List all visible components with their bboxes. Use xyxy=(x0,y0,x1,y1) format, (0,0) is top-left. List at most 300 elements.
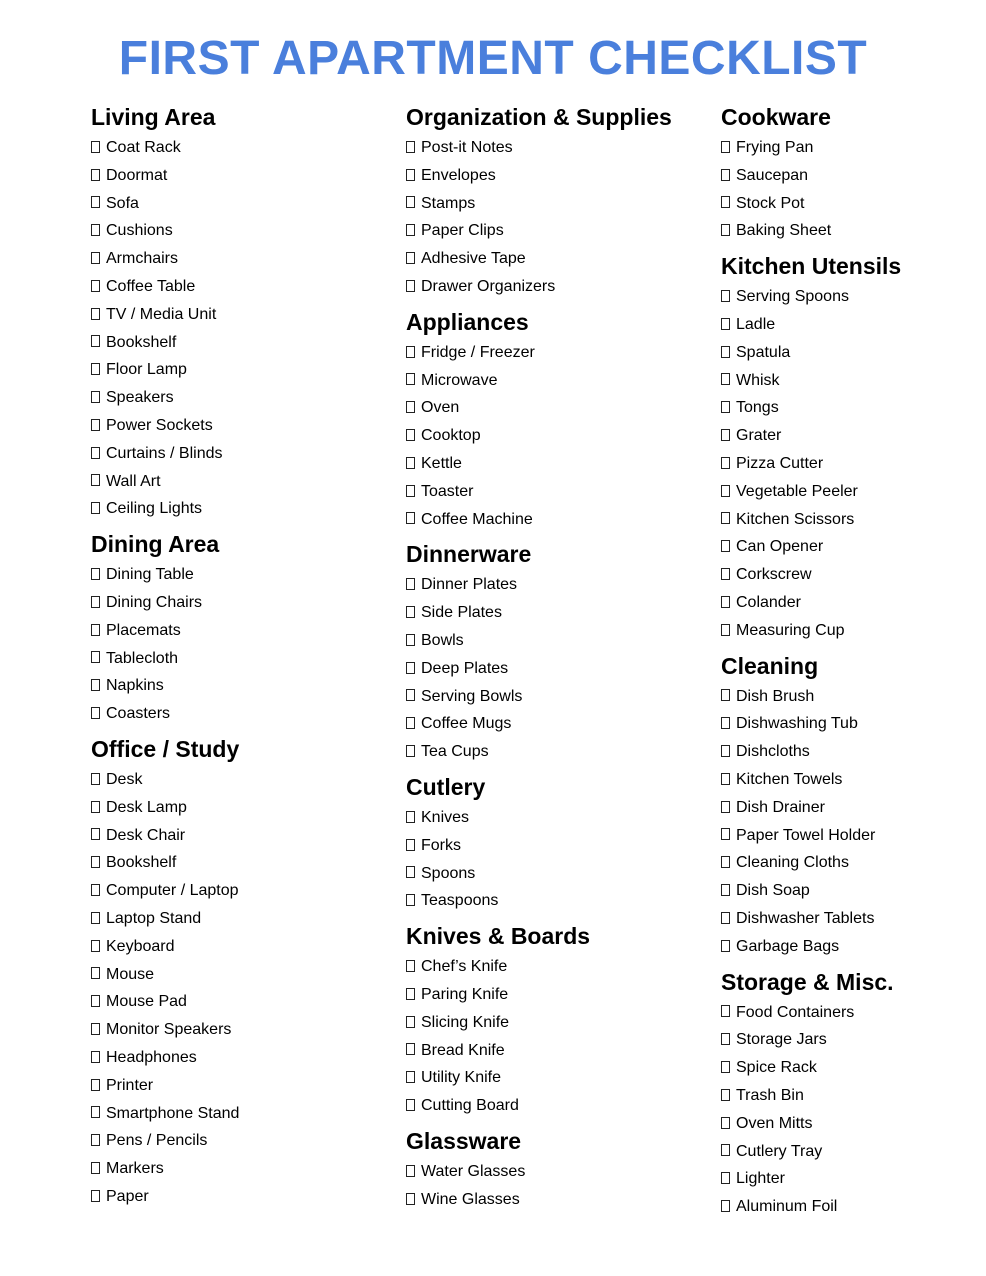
empty-checkbox-icon[interactable] xyxy=(91,967,100,979)
checklist-item-label: Measuring Cup xyxy=(736,621,845,639)
empty-checkbox-icon[interactable] xyxy=(721,717,730,729)
checklist-item-label: Microwave xyxy=(421,371,498,389)
checklist-item[interactable] xyxy=(91,794,391,822)
empty-checkbox-icon[interactable] xyxy=(721,912,730,924)
checklist-item-label: Floor Lamp xyxy=(106,361,187,379)
checklist-item[interactable] xyxy=(406,571,706,599)
checklist-item-label: Mouse Pad xyxy=(106,993,187,1011)
checklist-item-label: Coffee Mugs xyxy=(421,715,512,733)
empty-checkbox-icon[interactable] xyxy=(406,429,415,441)
checklist-item[interactable] xyxy=(91,495,391,523)
checklist-item-label: Slicing Knife xyxy=(421,1013,510,1031)
checklist-item-label: Pens / Pencils xyxy=(106,1132,208,1150)
checklist-section xyxy=(406,305,706,534)
checklist-item-label: Oven xyxy=(421,399,460,417)
empty-checkbox-icon[interactable] xyxy=(91,196,100,208)
checklist-item-label: Whisk xyxy=(736,371,780,389)
checklist-item-label: Monitor Speakers xyxy=(106,1021,232,1039)
empty-checkbox-icon[interactable] xyxy=(721,290,730,302)
checklist-item[interactable] xyxy=(721,1193,986,1221)
checklist-item[interactable] xyxy=(406,506,706,534)
checklist-item-label: Ceiling Lights xyxy=(106,500,203,518)
checklist-item[interactable] xyxy=(721,394,986,422)
empty-checkbox-icon[interactable] xyxy=(406,169,415,181)
checklist-item-label: Bookshelf xyxy=(106,854,177,872)
empty-checkbox-icon[interactable] xyxy=(721,1089,730,1101)
checklist-section xyxy=(721,100,986,245)
checklist-item[interactable] xyxy=(721,738,986,766)
section-heading: Cookware xyxy=(721,104,831,130)
empty-checkbox-icon[interactable] xyxy=(406,280,415,292)
empty-checkbox-icon[interactable] xyxy=(91,280,100,292)
empty-checkbox-icon[interactable] xyxy=(721,596,730,608)
checklist-item[interactable] xyxy=(91,933,391,961)
checklist-item[interactable] xyxy=(91,1183,391,1211)
empty-checkbox-icon[interactable] xyxy=(406,662,415,674)
empty-checkbox-icon[interactable] xyxy=(721,856,730,868)
column-2 xyxy=(406,100,706,1218)
checklist-item-label: Frying Pan xyxy=(736,139,814,156)
section-heading: Glassware xyxy=(406,1127,522,1154)
checklist-item-label: Corkscrew xyxy=(736,566,812,584)
empty-checkbox-icon[interactable] xyxy=(91,391,100,403)
checklist-item[interactable] xyxy=(721,933,986,961)
checklist-item[interactable] xyxy=(91,1127,391,1155)
checklist-item-label: Armchairs xyxy=(106,250,179,268)
empty-checkbox-icon[interactable] xyxy=(91,169,100,181)
checklist-item-label: Laptop Stand xyxy=(106,909,202,927)
section-heading: Kitchen Utensils xyxy=(721,253,902,280)
empty-checkbox-icon[interactable] xyxy=(721,801,730,813)
empty-checkbox-icon[interactable] xyxy=(406,578,415,590)
checklist-item[interactable] xyxy=(406,627,706,655)
empty-checkbox-icon[interactable] xyxy=(721,485,730,497)
checklist-item-label: Speakers xyxy=(106,389,174,407)
checklist-section xyxy=(721,649,986,961)
empty-checkbox-icon[interactable] xyxy=(406,1165,415,1177)
checklist-section xyxy=(406,770,706,915)
checklist-item-label: Spatula xyxy=(736,343,791,361)
checklist-item[interactable] xyxy=(91,961,391,989)
checklist-item[interactable] xyxy=(91,766,391,794)
checklist-item[interactable] xyxy=(721,311,986,339)
checklist-item[interactable] xyxy=(406,953,706,981)
checklist-item-label: Post-it Notes xyxy=(421,139,513,156)
checklist-item[interactable] xyxy=(721,450,986,478)
checklist-item[interactable] xyxy=(721,849,986,877)
checklist-item-label: Desk Chair xyxy=(106,826,186,844)
checklist-item-label: Paring Knife xyxy=(421,985,509,1003)
empty-checkbox-icon[interactable] xyxy=(91,773,100,785)
checklist-item[interactable] xyxy=(406,478,706,506)
checklist-item-label: Markers xyxy=(106,1160,164,1178)
empty-checkbox-icon[interactable] xyxy=(91,679,100,691)
checklist-item-label: Tongs xyxy=(736,399,779,417)
checklist-item[interactable] xyxy=(721,533,986,561)
checklist-item[interactable] xyxy=(406,339,706,367)
checklist-item[interactable] xyxy=(721,683,986,711)
checklist-item[interactable] xyxy=(721,1054,986,1082)
checklist-item-label: Doormat xyxy=(106,166,168,184)
section-heading: Office / Study xyxy=(91,735,240,762)
checklist-item-label: Lighter xyxy=(736,1170,785,1188)
checklist-item[interactable] xyxy=(721,905,986,933)
empty-checkbox-icon[interactable] xyxy=(406,1016,415,1028)
empty-checkbox-icon[interactable] xyxy=(91,912,100,924)
checklist-item[interactable] xyxy=(91,672,391,700)
empty-checkbox-icon[interactable] xyxy=(91,1079,100,1091)
empty-checkbox-icon[interactable] xyxy=(91,651,100,663)
empty-checkbox-icon[interactable] xyxy=(91,1023,100,1035)
checklist-item[interactable] xyxy=(91,988,391,1016)
checklist-item[interactable] xyxy=(91,589,391,617)
empty-checkbox-icon[interactable] xyxy=(721,512,730,524)
checklist-item[interactable] xyxy=(91,561,391,589)
checklist-item-label: Napkins xyxy=(106,677,164,695)
checklist-item[interactable] xyxy=(406,394,706,422)
empty-checkbox-icon[interactable] xyxy=(721,689,730,701)
checklist-item[interactable] xyxy=(91,134,391,162)
checklist-item[interactable] xyxy=(721,190,986,218)
checklist-item[interactable] xyxy=(721,589,986,617)
checklist-item[interactable] xyxy=(721,283,986,311)
checklist-item[interactable] xyxy=(406,655,706,683)
empty-checkbox-icon[interactable] xyxy=(91,1051,100,1063)
checklist-item[interactable] xyxy=(721,478,986,506)
checklist-item[interactable] xyxy=(721,506,986,534)
checklist-section xyxy=(721,249,986,644)
empty-checkbox-icon[interactable] xyxy=(91,447,100,459)
checklist-section xyxy=(406,919,706,1120)
checklist-item-label: Desk xyxy=(106,770,143,788)
empty-checkbox-icon[interactable] xyxy=(91,419,100,431)
checklist-item-label: Kitchen Scissors xyxy=(736,510,855,528)
checklist-item[interactable] xyxy=(91,162,391,190)
empty-checkbox-icon[interactable] xyxy=(721,884,730,896)
checklist-item-label: Vegetable Peeler xyxy=(736,482,858,500)
checklist-item[interactable] xyxy=(721,1110,986,1138)
checklist-item[interactable] xyxy=(91,1155,391,1183)
empty-checkbox-icon[interactable] xyxy=(406,224,415,236)
checklist-item-label: Chef’s Knife xyxy=(421,958,508,976)
empty-checkbox-icon[interactable] xyxy=(406,196,415,208)
empty-checkbox-icon[interactable] xyxy=(721,346,730,358)
checklist-item[interactable] xyxy=(721,822,986,850)
checklist-item[interactable] xyxy=(406,804,706,832)
checklist-item[interactable] xyxy=(91,273,391,301)
section-heading: Dining Area xyxy=(91,531,220,558)
checklist-item-label: Stock Pot xyxy=(736,194,805,212)
checklist-item[interactable] xyxy=(91,822,391,850)
checklist-item-label: Bowls xyxy=(421,631,464,649)
checklist-section xyxy=(406,537,706,766)
section-heading: Living Area xyxy=(91,104,216,130)
checklist-item[interactable] xyxy=(91,1044,391,1072)
empty-checkbox-icon[interactable] xyxy=(721,1117,730,1129)
empty-checkbox-icon[interactable] xyxy=(91,995,100,1007)
empty-checkbox-icon[interactable] xyxy=(721,773,730,785)
empty-checkbox-icon[interactable] xyxy=(91,224,100,236)
checklist-item-label: Bookshelf xyxy=(106,333,177,351)
empty-checkbox-icon[interactable] xyxy=(721,169,730,181)
checklist-item[interactable] xyxy=(91,190,391,218)
empty-checkbox-icon[interactable] xyxy=(406,717,415,729)
checklist-item[interactable] xyxy=(406,1009,706,1037)
empty-checkbox-icon[interactable] xyxy=(721,1200,730,1212)
checklist-item[interactable] xyxy=(721,1026,986,1054)
empty-checkbox-icon[interactable] xyxy=(91,856,100,868)
checklist-item[interactable] xyxy=(721,422,986,450)
empty-checkbox-icon[interactable] xyxy=(721,624,730,636)
checklist-item-label: Trash Bin xyxy=(736,1086,804,1104)
checklist-item[interactable] xyxy=(721,999,986,1027)
checklist-item[interactable] xyxy=(91,301,391,329)
section-heading: Appliances xyxy=(406,308,529,335)
checklist-item[interactable] xyxy=(406,860,706,888)
checklist-item[interactable] xyxy=(406,832,706,860)
checklist-item[interactable] xyxy=(91,1016,391,1044)
checklist-item[interactable] xyxy=(406,981,706,1009)
section-heading: Organization & Supplies xyxy=(406,104,672,130)
empty-checkbox-icon[interactable] xyxy=(406,745,415,757)
checklist-item-label: Adhesive Tape xyxy=(421,250,526,268)
empty-checkbox-icon[interactable] xyxy=(91,363,100,375)
empty-checkbox-icon[interactable] xyxy=(406,839,415,851)
empty-checkbox-icon[interactable] xyxy=(91,828,100,840)
empty-checkbox-icon[interactable] xyxy=(406,1043,415,1055)
checklist-section xyxy=(91,100,391,523)
empty-checkbox-icon[interactable] xyxy=(406,811,415,823)
checklist-section xyxy=(721,965,986,1221)
checklist-item[interactable] xyxy=(406,134,706,162)
checklist-item-label: Can Opener xyxy=(736,538,824,556)
empty-checkbox-icon[interactable] xyxy=(406,401,415,413)
checklist-item[interactable] xyxy=(91,1072,391,1100)
empty-checkbox-icon[interactable] xyxy=(406,252,415,264)
checklist-item-label: Paper xyxy=(106,1187,149,1205)
section-heading: Knives & Boards xyxy=(406,923,591,950)
checklist-item[interactable] xyxy=(91,329,391,357)
empty-checkbox-icon[interactable] xyxy=(91,335,100,347)
empty-checkbox-icon[interactable] xyxy=(721,1033,730,1045)
empty-checkbox-icon[interactable] xyxy=(406,1071,415,1083)
checklist-item-label: Sofa xyxy=(106,194,139,212)
checklist-item[interactable] xyxy=(406,1158,706,1186)
empty-checkbox-icon[interactable] xyxy=(406,1193,415,1205)
empty-checkbox-icon[interactable] xyxy=(91,1106,100,1118)
checklist-item[interactable] xyxy=(721,217,986,245)
empty-checkbox-icon[interactable] xyxy=(91,568,100,580)
empty-checkbox-icon[interactable] xyxy=(721,540,730,552)
checklist-item-label: Cleaning Cloths xyxy=(736,854,849,872)
checklist-item-label: Food Containers xyxy=(736,1003,855,1021)
checklist-item-label: Aluminum Foil xyxy=(736,1198,838,1216)
empty-checkbox-icon[interactable] xyxy=(406,689,415,701)
checklist-item[interactable] xyxy=(91,905,391,933)
checklist-item[interactable] xyxy=(91,440,391,468)
checklist-item[interactable] xyxy=(406,422,706,450)
checklist-item-label: Oven Mitts xyxy=(736,1114,813,1132)
checklist-item[interactable] xyxy=(406,190,706,218)
checklist-item-label: Power Sockets xyxy=(106,416,213,434)
empty-checkbox-icon[interactable] xyxy=(721,318,730,330)
checklist-item[interactable] xyxy=(406,1037,706,1065)
empty-checkbox-icon[interactable] xyxy=(721,196,730,208)
empty-checkbox-icon[interactable] xyxy=(91,940,100,952)
checklist-item-label: Dining Chairs xyxy=(106,593,203,611)
checklist-item[interactable] xyxy=(721,162,986,190)
checklist-item-label: Envelopes xyxy=(421,166,496,184)
checklist-item[interactable] xyxy=(406,245,706,273)
checklist-item-label: Fridge / Freezer xyxy=(421,343,535,361)
checklist-item-label: Headphones xyxy=(106,1048,197,1066)
checklist-item-label: Paper Clips xyxy=(421,222,504,240)
section-heading: Dinnerware xyxy=(406,541,532,568)
checklist-item-label: Baking Sheet xyxy=(736,222,832,240)
checklist-item[interactable] xyxy=(721,134,986,162)
checklist-item[interactable] xyxy=(406,683,706,711)
empty-checkbox-icon[interactable] xyxy=(406,346,415,358)
empty-checkbox-icon[interactable] xyxy=(91,1162,100,1174)
checklist-item[interactable] xyxy=(91,1100,391,1128)
checklist-item[interactable] xyxy=(91,645,391,673)
empty-checkbox-icon[interactable] xyxy=(406,866,415,878)
checklist-item[interactable] xyxy=(91,384,391,412)
empty-checkbox-icon[interactable] xyxy=(406,512,415,524)
checklist-item[interactable] xyxy=(91,217,391,245)
checklist-item[interactable] xyxy=(91,877,391,905)
checklist-item-label: Keyboard xyxy=(106,937,175,955)
empty-checkbox-icon[interactable] xyxy=(721,1005,730,1017)
empty-checkbox-icon[interactable] xyxy=(721,141,730,153)
section-heading: Cleaning xyxy=(721,652,819,679)
checklist-item[interactable] xyxy=(721,339,986,367)
column-3 xyxy=(721,100,986,1225)
checklist-item[interactable] xyxy=(721,1138,986,1166)
empty-checkbox-icon[interactable] xyxy=(406,988,415,1000)
checklist-item[interactable] xyxy=(721,766,986,794)
checklist-item[interactable] xyxy=(91,356,391,384)
empty-checkbox-icon[interactable] xyxy=(406,1099,415,1111)
empty-checkbox-icon[interactable] xyxy=(721,373,730,385)
checklist-item[interactable] xyxy=(91,849,391,877)
checklist-item[interactable] xyxy=(406,599,706,627)
checklist-item[interactable] xyxy=(406,738,706,766)
checklist-item[interactable] xyxy=(406,887,706,915)
empty-checkbox-icon[interactable] xyxy=(721,429,730,441)
checklist-item-label: Coat Rack xyxy=(106,139,181,156)
empty-checkbox-icon[interactable] xyxy=(91,1190,100,1202)
empty-checkbox-icon[interactable] xyxy=(91,596,100,608)
checklist-item[interactable] xyxy=(91,468,391,496)
checklist-item[interactable] xyxy=(406,710,706,738)
checklist-item[interactable] xyxy=(721,710,986,738)
checklist-item[interactable] xyxy=(721,1082,986,1110)
empty-checkbox-icon[interactable] xyxy=(91,624,100,636)
checklist-item[interactable] xyxy=(406,162,706,190)
checklist-item-label: Pizza Cutter xyxy=(736,454,824,472)
empty-checkbox-icon[interactable] xyxy=(721,1172,730,1184)
checklist-item[interactable] xyxy=(406,1092,706,1120)
checklist-item-label: Cooktop xyxy=(421,427,481,445)
empty-checkbox-icon[interactable] xyxy=(406,457,415,469)
empty-checkbox-icon[interactable] xyxy=(91,252,100,264)
empty-checkbox-icon[interactable] xyxy=(406,141,415,153)
checklist-item[interactable] xyxy=(406,1064,706,1092)
checklist-item-label: Wall Art xyxy=(106,472,161,490)
checklist-item[interactable] xyxy=(406,367,706,395)
checklist-item[interactable] xyxy=(721,617,986,645)
checklist-item-label: Dish Brush xyxy=(736,687,815,705)
checklist-item[interactable] xyxy=(721,794,986,822)
empty-checkbox-icon[interactable] xyxy=(721,224,730,236)
empty-checkbox-icon[interactable] xyxy=(91,1134,100,1146)
column-1 xyxy=(91,100,391,1215)
empty-checkbox-icon[interactable] xyxy=(91,707,100,719)
checklist-item[interactable] xyxy=(721,1165,986,1193)
checklist-item[interactable] xyxy=(91,700,391,728)
empty-checkbox-icon[interactable] xyxy=(721,940,730,952)
checklist-item[interactable] xyxy=(406,273,706,301)
empty-checkbox-icon[interactable] xyxy=(721,745,730,757)
checklist-item-label: Deep Plates xyxy=(421,659,509,677)
empty-checkbox-icon[interactable] xyxy=(406,373,415,385)
checklist-item[interactable] xyxy=(91,245,391,273)
checklist-item-label: Colander xyxy=(736,593,801,611)
checklist-item[interactable] xyxy=(721,877,986,905)
empty-checkbox-icon[interactable] xyxy=(721,401,730,413)
empty-checkbox-icon[interactable] xyxy=(406,485,415,497)
checklist-item[interactable] xyxy=(721,561,986,589)
section-heading: Storage & Misc. xyxy=(721,968,894,995)
checklist-item-label: Drawer Organizers xyxy=(421,277,556,295)
checklist-item-label: Garbage Bags xyxy=(736,937,840,955)
empty-checkbox-icon[interactable] xyxy=(91,308,100,320)
checklist-item-label: Bread Knife xyxy=(421,1041,505,1059)
empty-checkbox-icon[interactable] xyxy=(91,474,100,486)
empty-checkbox-icon[interactable] xyxy=(721,568,730,580)
checklist-item[interactable] xyxy=(91,617,391,645)
checklist-item[interactable] xyxy=(406,450,706,478)
empty-checkbox-icon[interactable] xyxy=(721,828,730,840)
empty-checkbox-icon[interactable] xyxy=(406,894,415,906)
checklist-item-label: Cutlery Tray xyxy=(736,1142,823,1160)
checklist-item[interactable] xyxy=(406,217,706,245)
empty-checkbox-icon[interactable] xyxy=(406,960,415,972)
checklist-item[interactable] xyxy=(91,412,391,440)
checklist-item-label: Kitchen Towels xyxy=(736,770,843,788)
checklist-section xyxy=(406,1124,706,1214)
checklist-item-label: Coffee Table xyxy=(106,277,196,295)
empty-checkbox-icon[interactable] xyxy=(721,1144,730,1156)
empty-checkbox-icon[interactable] xyxy=(91,884,100,896)
empty-checkbox-icon[interactable] xyxy=(721,457,730,469)
checklist-item-label: Saucepan xyxy=(736,166,809,184)
empty-checkbox-icon[interactable] xyxy=(91,141,100,153)
section-heading: Cutlery xyxy=(406,773,486,800)
empty-checkbox-icon[interactable] xyxy=(406,606,415,618)
checklist-item-label: Mouse xyxy=(106,965,155,983)
empty-checkbox-icon[interactable] xyxy=(91,502,100,514)
empty-checkbox-icon[interactable] xyxy=(406,634,415,646)
checklist-item-label: Forks xyxy=(421,836,461,854)
checklist-item[interactable] xyxy=(721,367,986,395)
checklist-item-label: Desk Lamp xyxy=(106,798,187,816)
empty-checkbox-icon[interactable] xyxy=(91,801,100,813)
checklist-item[interactable] xyxy=(406,1186,706,1214)
empty-checkbox-icon[interactable] xyxy=(721,1061,730,1073)
checklist-item-label: Tablecloth xyxy=(106,649,179,667)
